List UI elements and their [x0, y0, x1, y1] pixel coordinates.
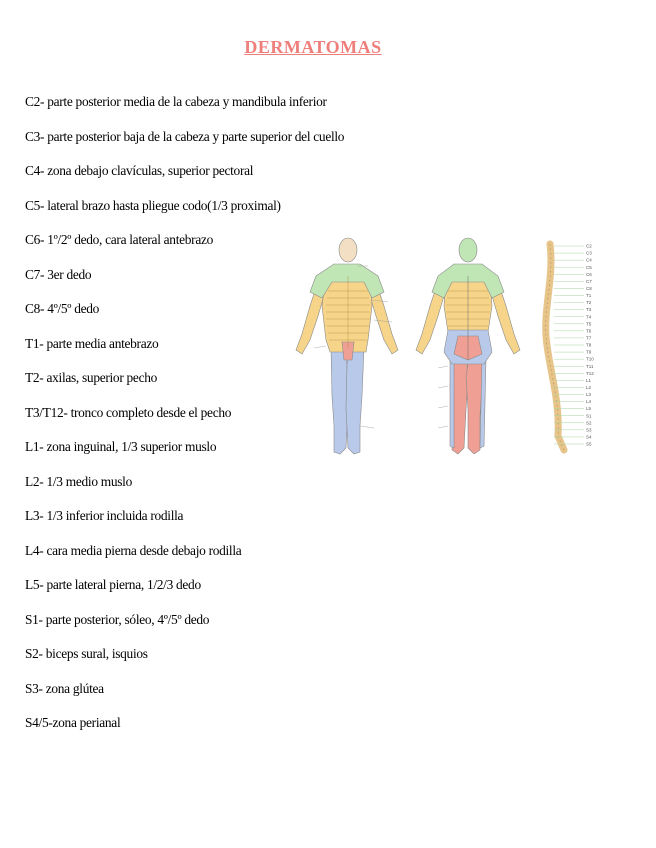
list-item: L2- 1/3 medio muslo — [25, 473, 132, 489]
list-item: L5- parte lateral pierna, 1/2/3 dedo — [25, 577, 201, 592]
list-item: C7- 3er dedo — [25, 266, 92, 282]
page-title: DERMATOMAS — [244, 37, 382, 57]
spine-label: L3 — [586, 392, 592, 398]
spine-label: C5 — [586, 264, 592, 270]
list-item: C3- parte posterior baja de la cabeza y parte superior del cuello — [25, 128, 345, 144]
list-item: S3- zona glútea — [25, 680, 104, 696]
spine-label: T7 — [586, 335, 592, 341]
spine-label: T12 — [586, 370, 594, 376]
spine-label: C7 — [586, 278, 592, 284]
spine-label: L2 — [586, 385, 592, 391]
spine-column — [546, 244, 564, 450]
list-item: C2- parte posterior media de la cabeza y mandibula inferior — [25, 94, 327, 109]
spine-label: C6 — [586, 271, 592, 277]
list-item: C5- lateral brazo hasta pliegue codo(1/3 proximal) — [25, 197, 281, 213]
list-item: C6- 1º/2º dedo, cara lateral antebrazo — [25, 232, 213, 247]
list-item: T2- axilas, superior pecho — [25, 370, 158, 385]
spine-label: C8 — [586, 286, 592, 292]
list-item: S4/5-zona perianal — [25, 715, 121, 730]
spine-label: T1 — [586, 293, 592, 299]
spine-label: T11 — [586, 363, 594, 369]
back-head — [459, 238, 477, 262]
spine-label: S1 — [586, 413, 592, 419]
list-item: C8- 4º/5º dedo — [25, 301, 100, 316]
list-item: L3- 1/3 inferior incluida rodilla — [25, 508, 184, 523]
front-torso — [322, 276, 372, 352]
spine-label: T3 — [586, 307, 592, 313]
spine-label: C3 — [586, 250, 592, 256]
spine-label: T4 — [586, 314, 592, 320]
back-body-figure — [416, 238, 520, 454]
list-item: T3/T12- tronco completo desde el pecho — [25, 404, 232, 420]
spine-label: T2 — [586, 300, 592, 306]
spine-label: S5 — [586, 441, 592, 447]
spine-label: S3 — [586, 427, 592, 433]
spine-label: L4 — [586, 399, 592, 405]
list-item: S2- biceps sural, isquios — [25, 646, 148, 661]
dermatome-figure — [288, 236, 610, 464]
list-item: T1- parte media antebrazo — [25, 335, 159, 351]
spine-diagram — [546, 244, 595, 450]
list-item: L4- cara media pierna desde debajo rodilla — [25, 542, 242, 558]
spine-label: S2 — [586, 420, 592, 426]
front-legs — [331, 348, 348, 454]
spine-label: T6 — [586, 328, 592, 334]
spine-label: C4 — [586, 257, 592, 263]
list-item: C4- zona debajo clavículas, superior pectoral — [25, 163, 254, 178]
list-item: L1- zona inguinal, 1/3 superior muslo — [25, 439, 217, 454]
front-head — [339, 238, 357, 262]
spine-label: L5 — [586, 406, 592, 412]
spine-label: C2 — [586, 243, 592, 249]
front-body-figure — [296, 238, 398, 454]
spine-label: T9 — [586, 349, 592, 355]
spine-label: T10 — [586, 356, 594, 362]
spine-label: T8 — [586, 342, 592, 348]
spine-label: T5 — [586, 321, 592, 327]
spine-label: S4 — [586, 434, 592, 440]
spine-label: L1 — [586, 377, 592, 383]
list-item: S1- parte posterior, sóleo, 4º/5º dedo — [25, 611, 210, 627]
